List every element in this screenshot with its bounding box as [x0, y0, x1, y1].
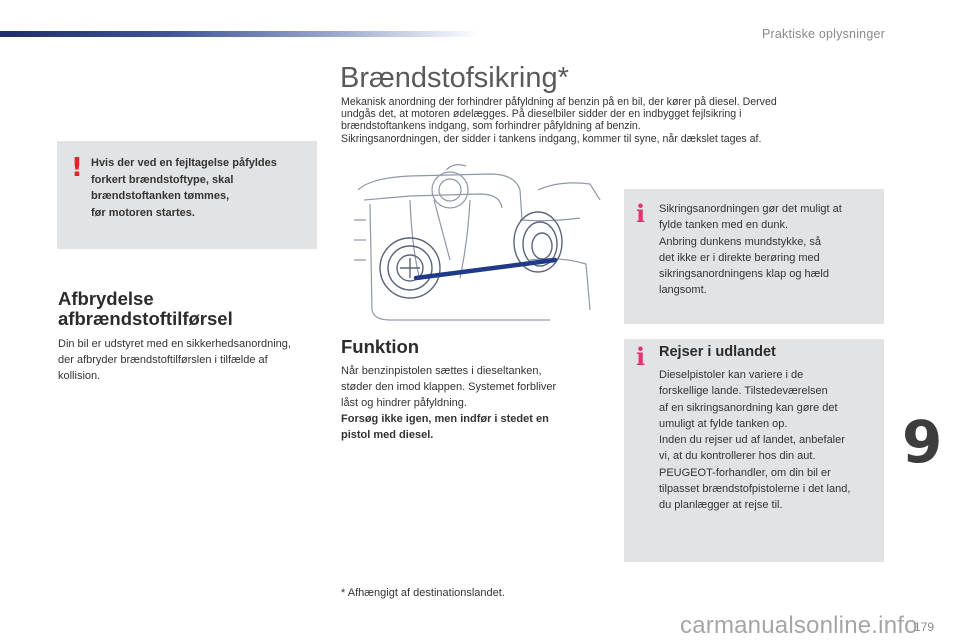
- info-line: fylde tanken med en dunk.: [659, 219, 789, 232]
- info-line: PEUGEOT-forhandler, om din bil er: [659, 466, 831, 479]
- chapter-number: 9: [902, 408, 943, 476]
- info-line: umuligt at fylde tanken op.: [659, 417, 788, 430]
- page-number: 179: [914, 620, 935, 634]
- body-line: Din bil er udstyret med en sikkerhedsanordning,: [58, 338, 291, 350]
- warning-line: brændstoftanken tømmes,: [91, 190, 230, 202]
- info-icon: i: [636, 342, 646, 371]
- function-body: [341, 363, 601, 443]
- footnote: * Afhængigt af destinationslandet.: [341, 587, 505, 599]
- info-line: forskellige lande. Tilstedeværelsen: [659, 385, 828, 398]
- fuel-filler-illustration: [350, 160, 606, 324]
- intro-paragraph: [341, 96, 881, 145]
- exclamation-icon: !: [71, 153, 83, 183]
- info-text: [659, 367, 879, 514]
- page-title: Brændstofsikring*: [340, 62, 569, 94]
- intro-line: Mekanisk anordning der forhindrer påfyldning af benzin på en bil, der kører på diesel. Derved: [341, 96, 777, 108]
- body-line: støder den imod klappen. Systemet forbliver: [341, 381, 557, 393]
- info-line: du planlægger at rejse til.: [659, 499, 783, 512]
- info-line: tilpasset brændstofpistolerne i det land,: [659, 483, 851, 496]
- warning-line: forkert brændstoftype, skal: [91, 173, 234, 186]
- fuel-cutoff-body: [58, 336, 322, 384]
- info-box-can-filling: [624, 189, 884, 324]
- intro-line: undgås det, at motoren ødelægges. På dieselbiler sidder der en indbygget fejlsikring i: [341, 108, 742, 121]
- info-box-travel-abroad: [624, 339, 884, 562]
- header-accent-bar: [0, 31, 480, 37]
- body-line: kollision.: [58, 370, 101, 382]
- body-line-bold: Forsøg ikke igen, men indfør i stedet en: [341, 413, 549, 425]
- body-line: låst og hindrer påfyldning.: [341, 397, 467, 409]
- info-line: Inden du rejser ud af landet, anbefaler: [659, 434, 845, 447]
- info-text: [659, 201, 879, 299]
- info-line: Anbring dunkens mundstykke, så: [659, 235, 822, 248]
- info-line: Sikringsanordningen gør det muligt at: [659, 203, 842, 215]
- chapter-title: Praktiske oplysninger: [761, 27, 885, 41]
- body-line-bold: pistol med diesel.: [341, 429, 434, 441]
- heading-line: Afbrydelse: [58, 288, 154, 309]
- body-line: Når benzinpistolen sættes i dieseltanken,: [341, 365, 542, 377]
- watermark: carmanualsonline.info: [680, 612, 918, 639]
- info-line: det ikke er i direkte berøring med: [659, 251, 820, 264]
- info-line: langsomt.: [659, 284, 707, 297]
- pointer-line: [416, 260, 555, 278]
- warning-line: Hvis der ved en fejltagelse påfyldes: [91, 157, 277, 169]
- body-line: der afbryder brændstoftilførslen i tilfælde af: [58, 354, 268, 366]
- section-heading-function: Funktion: [341, 336, 420, 357]
- info-line: af en sikringsanordning kan gøre det: [659, 401, 838, 414]
- warning-box: [57, 141, 317, 249]
- intro-line: brændstoftankens indgang, som forhindrer påfyldning af benzin.: [341, 120, 641, 133]
- heading-line: afbrændstoftilførsel: [58, 308, 233, 329]
- warning-line: før motoren startes.: [91, 206, 195, 219]
- info-box-title: Rejser i udlandet: [659, 344, 776, 360]
- section-heading-fuel-cutoff: [58, 289, 328, 329]
- info-line: vi, at du kontrollerer hos din aut.: [659, 450, 816, 463]
- warning-text: [91, 155, 303, 221]
- info-line: Dieselpistoler kan variere i de: [659, 369, 804, 381]
- info-line: sikringsanordningens klap og hæld: [659, 268, 829, 281]
- info-icon: i: [636, 199, 646, 228]
- intro-line: Sikringsanordningen, der sidder i tankens indgang, kommer til syne, når dækslet tages af.: [341, 132, 762, 145]
